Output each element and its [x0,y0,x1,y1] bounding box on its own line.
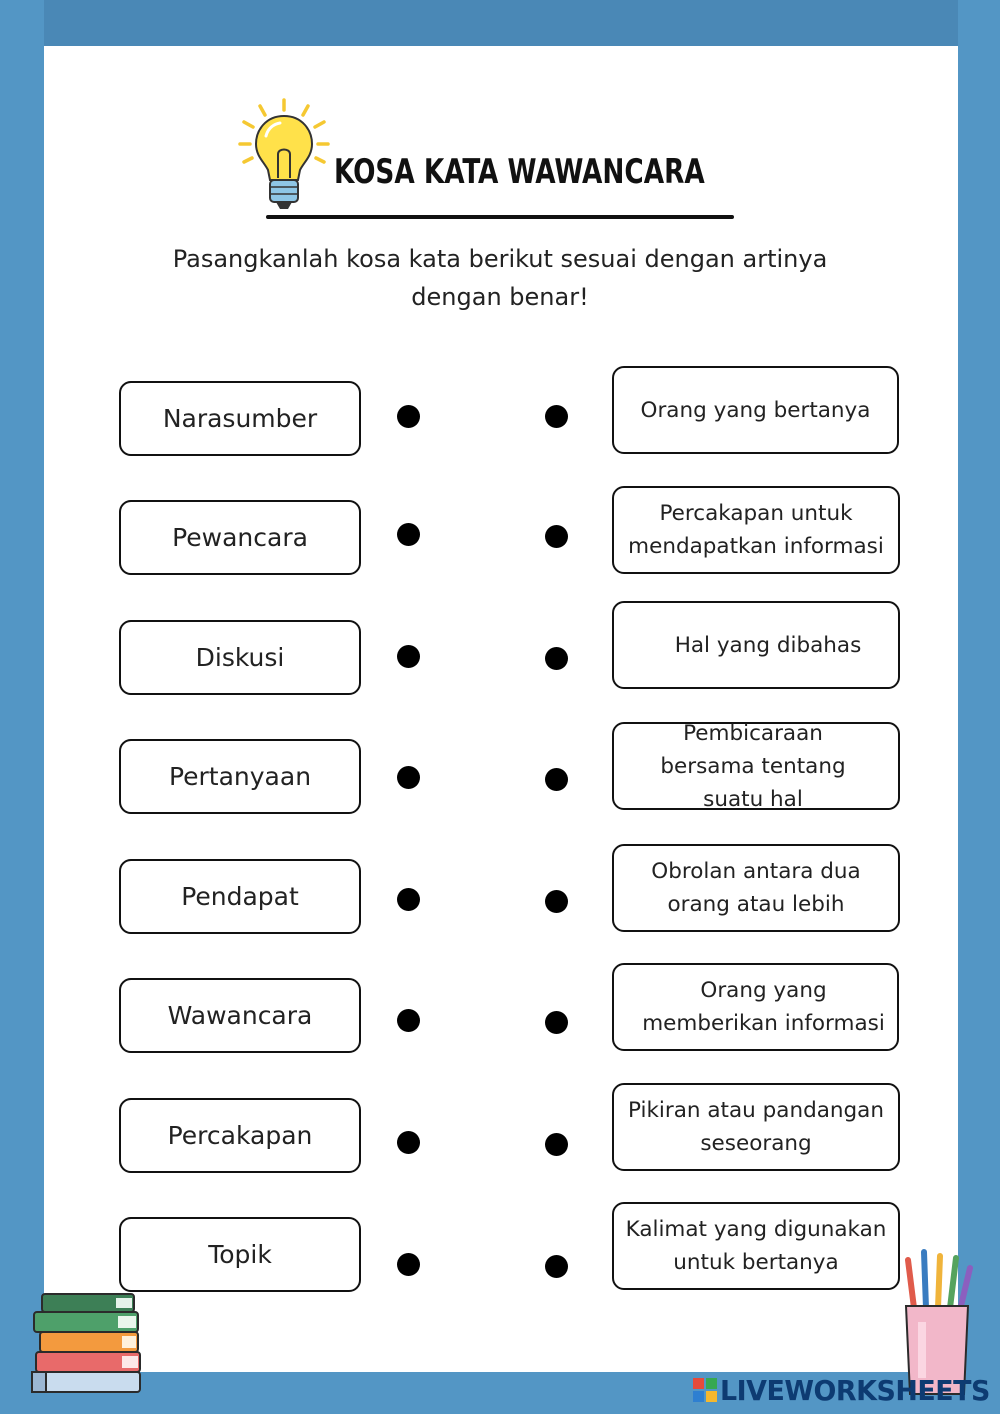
term-box-percakapan[interactable]: Percakapan [119,1098,361,1173]
title-underline [266,215,734,219]
page-title: KOSA KATA WAWANCARA [334,152,705,192]
term-box-topik[interactable]: Topik [119,1217,361,1292]
term-box-diskusi[interactable]: Diskusi [119,620,361,695]
meaning-box-5[interactable]: Obrolan antara dua orang atau lebih [612,844,900,932]
meaning-connector-dot[interactable] [545,1133,568,1156]
meaning-connector-dot[interactable] [545,890,568,913]
term-box-narasumber[interactable]: Narasumber [119,381,361,456]
meaning-box-1[interactable]: Orang yang bertanya [612,366,899,454]
meaning-connector-dot[interactable] [545,1011,568,1034]
term-box-pendapat[interactable]: Pendapat [119,859,361,934]
meaning-connector-dot[interactable] [545,768,568,791]
meaning-connector-dot[interactable] [545,405,568,428]
books-stack-icon [22,1288,146,1398]
term-connector-dot[interactable] [397,888,420,911]
term-box-wawancara[interactable]: Wawancara [119,978,361,1053]
term-connector-dot[interactable] [397,1131,420,1154]
meaning-box-8[interactable]: Kalimat yang digunakan untuk bertanya [612,1202,900,1290]
liveworksheets-logo-icon [693,1378,717,1402]
term-connector-dot[interactable] [397,1253,420,1276]
term-box-pewancara[interactable]: Pewancara [119,500,361,575]
meaning-box-4[interactable]: Pembicaraan bersama tentang suatu hal [612,722,900,810]
meaning-box-6[interactable]: Orang yang memberikan informasi [612,963,899,1051]
brand-text: LIVEWORKSHEETS [720,1373,990,1407]
term-connector-dot[interactable] [397,523,420,546]
light-bulb-icon [236,96,332,214]
meaning-box-3[interactable]: Hal yang dibahas [612,601,900,689]
meaning-connector-dot[interactable] [545,647,568,670]
meaning-box-2[interactable]: Percakapan untuk mendapatkan informasi [612,486,900,574]
term-connector-dot[interactable] [397,645,420,668]
term-connector-dot[interactable] [397,766,420,789]
meaning-box-7[interactable]: Pikiran atau pandangan seseorang [612,1083,900,1171]
meaning-connector-dot[interactable] [545,1255,568,1278]
liveworksheets-brand[interactable] [693,1372,1000,1408]
term-connector-dot[interactable] [397,405,420,428]
instruction-text: Pasangkanlah kosa kata berikut sesuai dengan artinya dengan benar! [172,245,828,311]
top-frame-bar [44,0,958,46]
meaning-connector-dot[interactable] [545,525,568,548]
term-connector-dot[interactable] [397,1009,420,1032]
term-box-pertanyaan[interactable]: Pertanyaan [119,739,361,814]
